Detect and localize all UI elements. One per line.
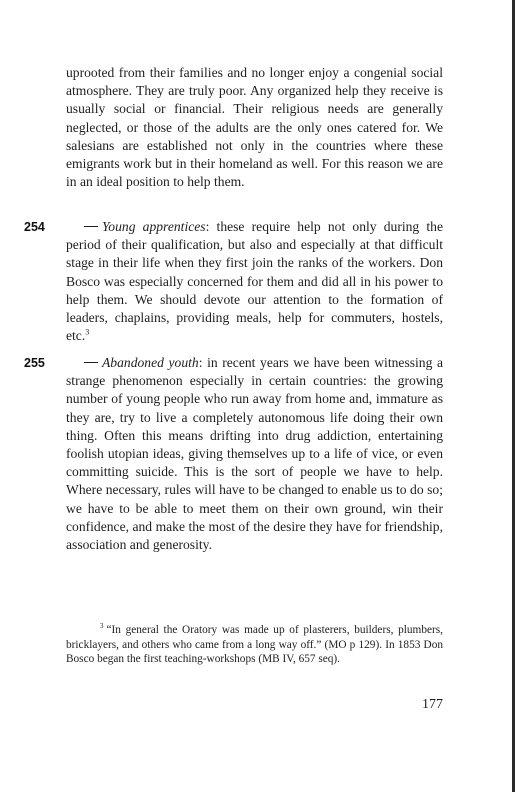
page-number: 177 — [422, 697, 443, 712]
footnote — [66, 623, 443, 667]
paragraph-emigrants — [66, 64, 443, 191]
paragraph-text: : in recent years we have been witnessing a strange phenomenon especially in certain countries: the growing number of young people who run away from home and, immature as they are, try to live a completely autonomous life doing their own thing. Often this means drifting into drug addiction, entertaining foolish utopian ideas, giving themselves up to a life of vice, or even committing suicide. This is the sort of people we have to help. Where necessary, rules will have to be changed to enable us to do so; we have to be able to meet them on their own ground, win their confidence, and make the most of the desire they have for friendship, association and generosity. — [66, 355, 444, 553]
em-dash — [84, 226, 98, 227]
paragraph-text: uprooted from their families and no longer enjoy a congenial social atmosphere. They are truly poor. Any organized help they receive is usually social or financial. Their religious needs are generally neglected, or those of the adults are the only ones catered for. We salesians are established not only in the countries where these emigrants work but in their homeland as well. For this reason we are in an ideal position to help them. — [66, 65, 443, 190]
footnote-text: “In general the Oratory was made up of plasterers, builders, plumbers, bricklayers, and others who came from a long way off.” (MO p 129). In 1853 Don Bosco began the first teaching-workshops (MB IV, 657 seq). — [66, 624, 443, 666]
paragraph-heading: Young apprentices — [102, 219, 206, 234]
paragraph-young-apprentices — [66, 218, 443, 345]
paragraph-number-255: 255 — [24, 356, 45, 370]
paragraph-heading: Abandoned youth — [102, 355, 199, 370]
footnote-reference: 3 — [85, 327, 90, 337]
paragraph-number-254: 254 — [24, 220, 45, 234]
paragraph-abandoned-youth — [66, 354, 443, 554]
paragraph-text: : these require help not only during the period of their qualification, but also and especially at that difficult stage in their life when they first join the ranks of the workers. Don Bosco was especially concerned for them and did all in his power to help them. We should devote our attention to the formation of leaders, chaplains, providing meals, help for commuters, hostels, etc. — [66, 219, 443, 344]
footnote-marker: 3 — [100, 622, 104, 631]
em-dash — [84, 362, 98, 363]
